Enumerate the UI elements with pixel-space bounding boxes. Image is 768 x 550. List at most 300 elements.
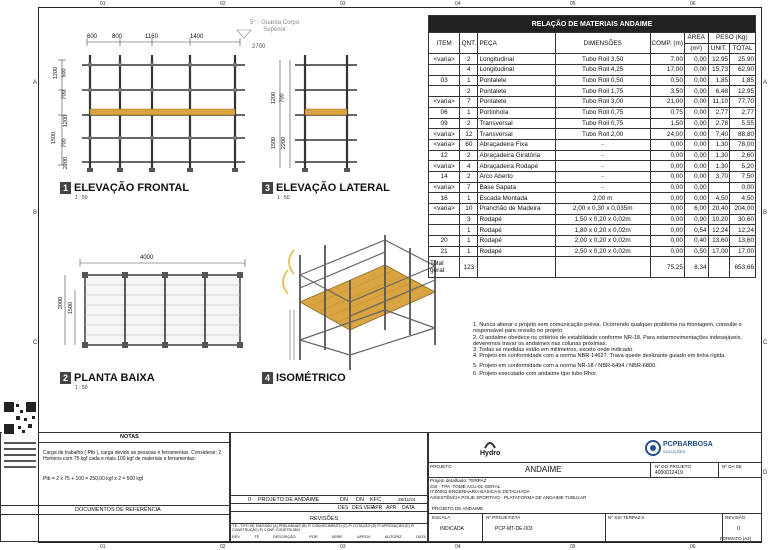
rev-header: DES bbox=[338, 505, 349, 511]
dims-cell: Tubo Roll 0,50 bbox=[555, 75, 650, 86]
guard-rail-label bbox=[250, 20, 299, 34]
sheet-format: FORMATO (A3) bbox=[720, 536, 752, 541]
total-weight-cell: 78,00 bbox=[730, 139, 756, 150]
length-cell: 0,00 bbox=[650, 161, 684, 172]
lateral-elevation-drawing bbox=[255, 50, 415, 175]
dims-cell: 1,80 x 0,20 x 0,02m bbox=[555, 225, 650, 236]
divider bbox=[230, 495, 428, 496]
col-header-qty: QNT. bbox=[460, 33, 478, 54]
piece-cell: Abraçadeira Giratória bbox=[478, 150, 555, 161]
note-item: 1. Nunca alterar o projeto sem comunicação prévia. Ocorrendo qualquer problema na montagem, consulte o responsável para revisão no projeto bbox=[473, 322, 742, 335]
materials-row bbox=[429, 225, 756, 236]
col-header-length: COMP. (m) bbox=[650, 33, 684, 54]
total-weight-cell: 77,70 bbox=[730, 97, 756, 108]
divider bbox=[428, 462, 762, 463]
col-header-weight: PESO (Kg) bbox=[708, 33, 755, 44]
dims-cell: 1,50 x 0,20 x 0,02m bbox=[555, 214, 650, 225]
rev-col: APROV. bbox=[357, 535, 372, 539]
col-header-piece: PEÇA bbox=[478, 33, 555, 54]
materials-table-body bbox=[429, 54, 756, 257]
length-cell: 21,00 bbox=[650, 97, 684, 108]
dimension-label: 700 bbox=[279, 93, 286, 103]
total-weight-cell: 2,77 bbox=[730, 107, 756, 118]
grid-row-label: C bbox=[763, 340, 768, 346]
divider bbox=[428, 513, 762, 514]
qty-cell: 2 bbox=[460, 150, 478, 161]
dimension-label: 600 bbox=[87, 34, 98, 40]
item-cell: <varia> bbox=[429, 182, 460, 193]
item-cell: 21 bbox=[429, 246, 460, 257]
total-weight-cell: 12,95 bbox=[730, 86, 756, 97]
view-number: 3 bbox=[262, 182, 273, 194]
unit-weight-cell: 3,70 bbox=[708, 171, 730, 182]
company-logo bbox=[645, 440, 713, 456]
piece-cell: Pontalete bbox=[478, 97, 555, 108]
item-cell: 20 bbox=[429, 236, 460, 247]
scale-label: ESCALA bbox=[432, 515, 451, 520]
dims-cell: 2,00 x 0,20 x 0,02m bbox=[555, 236, 650, 247]
col-header-total: TOTAL bbox=[730, 43, 756, 54]
drawing-number-label: Nº PROJETISTA bbox=[486, 515, 521, 520]
detail-line: SSI - TPA -TOMÉ ACU-01-GERAL bbox=[430, 483, 501, 489]
unit-weight-cell: 15,73 bbox=[708, 65, 730, 76]
view-scale: 1 : 50 bbox=[75, 385, 88, 391]
rev-footer-row bbox=[232, 535, 426, 539]
view-number: 4 bbox=[262, 372, 273, 384]
project-title: ANDAIME bbox=[525, 465, 562, 474]
col-header-item: ITEM bbox=[429, 33, 460, 54]
unit-weight-cell: 1,30 bbox=[708, 139, 730, 150]
materials-row bbox=[429, 150, 756, 161]
materials-row bbox=[429, 214, 756, 225]
materials-row bbox=[429, 86, 756, 97]
piece-cell: Rodapé bbox=[478, 225, 555, 236]
unit-weight-cell: 13,60 bbox=[708, 236, 730, 247]
item-cell: <varia> bbox=[429, 139, 460, 150]
col-header-area: ÁREA bbox=[684, 33, 708, 44]
unit-weight-cell: 10,20 bbox=[708, 214, 730, 225]
total-weight-cell: 7,50 bbox=[730, 171, 756, 182]
company-name: PCPBARBOSA bbox=[663, 441, 713, 448]
qty-cell: 7 bbox=[460, 97, 478, 108]
guard-rail-line1: 5° - Guarda Corpo bbox=[250, 20, 300, 26]
materials-row bbox=[429, 161, 756, 172]
qty-cell: 1 bbox=[460, 225, 478, 236]
grid-col-label: 04 bbox=[455, 1, 461, 7]
view-label-plan bbox=[60, 372, 155, 384]
dimension-label: 1500 bbox=[51, 131, 58, 145]
grid-col-label: 02 bbox=[220, 1, 226, 7]
qty-cell: 4 bbox=[460, 161, 478, 172]
total-weight-cell: 25,90 bbox=[730, 54, 756, 65]
project-details bbox=[430, 478, 586, 500]
total-weight-cell: 62,90 bbox=[730, 65, 756, 76]
length-cell: 0,00 bbox=[650, 225, 684, 236]
note-item: 6. Projeto executado com andaime tipo tubo Rhor. bbox=[473, 371, 598, 378]
grid-col-label: 01 bbox=[100, 544, 106, 550]
unit-weight-cell: 4,50 bbox=[708, 193, 730, 204]
client-logo bbox=[480, 438, 500, 457]
total-weight-cell: 12,24 bbox=[730, 225, 756, 236]
item-cell: <varia> bbox=[429, 54, 460, 65]
dims-cell: - bbox=[555, 150, 650, 161]
piece-cell: Base Sapata bbox=[478, 182, 555, 193]
grid-row-label: B bbox=[33, 210, 38, 216]
piece-cell: Pontalete bbox=[478, 86, 555, 97]
dimension-label: 2000 bbox=[58, 296, 65, 310]
total-weight-cell: 0,00 bbox=[730, 182, 756, 193]
dims-cell: Tubo Roll 4,25 bbox=[555, 65, 650, 76]
item-cell bbox=[429, 86, 460, 97]
view-scale: 1 : 50 bbox=[277, 195, 290, 201]
area-cell: 0,00 bbox=[684, 97, 708, 108]
grid-col-label: 03 bbox=[340, 544, 346, 550]
dimension-label: 800 bbox=[112, 34, 123, 40]
materials-row bbox=[429, 171, 756, 182]
rev-header: APR bbox=[386, 505, 397, 511]
area-cell: 0,00 bbox=[684, 150, 708, 161]
se-number-label: Nº DA SE bbox=[722, 464, 742, 469]
grid-col-label: 05 bbox=[570, 1, 576, 7]
area-cell: 0,00 bbox=[684, 182, 708, 193]
drawing-number: PCP-MT-DE-003 bbox=[495, 526, 533, 532]
grid-col-label: 01 bbox=[100, 1, 106, 7]
dimension-label: 1200 bbox=[63, 114, 70, 128]
notas-title: NOTAS bbox=[120, 434, 139, 440]
dims-cell: Tubo Roll 1,75 bbox=[555, 86, 650, 97]
grid-row-label: A bbox=[763, 80, 768, 86]
unit-weight-cell: 20,40 bbox=[708, 204, 730, 215]
item-cell: <varia> bbox=[429, 161, 460, 172]
area-cell: 0,00 bbox=[684, 161, 708, 172]
item-cell bbox=[429, 214, 460, 225]
notas-text: Carga de trabalho ( Ptb ), carga devido as pessoas e ferramentas. Considerar: 2 Homens com 75 kgf cada e mais 100 kgf de materiais e ferramentas: bbox=[43, 450, 222, 462]
item-cell: 03 bbox=[429, 75, 460, 86]
dimension-label: 1400 bbox=[190, 34, 204, 40]
dimension-label: 1200 bbox=[271, 91, 278, 105]
grid-row-label: D bbox=[763, 470, 768, 476]
item-cell: 12 bbox=[429, 150, 460, 161]
view-title: ISOMÉTRICO bbox=[276, 372, 346, 384]
piece-cell: Longitudinal bbox=[478, 54, 555, 65]
unit-weight-cell: 12,95 bbox=[708, 54, 730, 65]
rev-col: TE bbox=[254, 535, 260, 539]
qty-cell: 1 bbox=[460, 246, 478, 257]
rev-description: PROJETO DE ANDAIME bbox=[258, 497, 320, 503]
hydro-logo-icon bbox=[483, 438, 497, 450]
grid-row-label: C bbox=[33, 340, 38, 346]
area-cell: 0,00 bbox=[684, 193, 708, 204]
materials-row bbox=[429, 97, 756, 108]
revisions-title: REVISÕES bbox=[310, 516, 339, 522]
emission-legend: T.E - TIPO DE EMISSÃO (A) PRELIMINAR (B) P/ CONHECIMENTO (C) P/ COTAÇÃO (D) P/ APROVAÇÃO (E) P/ CONSTRUÇÃO (F) CONF. CONSTRUÍDO bbox=[232, 524, 415, 533]
dims-cell: - bbox=[555, 161, 650, 172]
materials-row bbox=[429, 75, 756, 86]
item-cell: <varia> bbox=[429, 204, 460, 215]
unit-weight-cell: 2,77 bbox=[708, 107, 730, 118]
materials-row bbox=[429, 107, 756, 118]
total-label2: geral bbox=[430, 267, 445, 275]
materials-row bbox=[429, 182, 756, 193]
grid-col-label: 03 bbox=[340, 1, 346, 7]
materials-table-title: RELAÇÃO DE MATERIAIS ANDAIME bbox=[429, 16, 756, 33]
length-cell: 0,50 bbox=[650, 75, 684, 86]
project-number-label: Nº DO PROJETO bbox=[655, 464, 692, 469]
item-cell bbox=[429, 225, 460, 236]
total-area: 8,34 bbox=[684, 257, 708, 278]
dimension-label: 700 bbox=[61, 138, 68, 148]
materials-row bbox=[429, 246, 756, 257]
qty-cell: 1 bbox=[460, 236, 478, 247]
divider bbox=[38, 442, 230, 443]
rev-header: DES.VER bbox=[352, 505, 374, 511]
unit-weight-cell: 7,40 bbox=[708, 129, 730, 140]
dims-cell: - bbox=[555, 171, 650, 182]
project-number: 4000012419 bbox=[655, 470, 683, 476]
total-weight-cell: 4,50 bbox=[730, 193, 756, 204]
total-height-label: 2700 bbox=[252, 44, 266, 50]
dimension-label: 500 bbox=[61, 68, 68, 78]
area-cell: 0,00 bbox=[684, 65, 708, 76]
dims-cell: Tubo Roll 0,75 bbox=[555, 118, 650, 129]
materials-row bbox=[429, 118, 756, 129]
area-cell: 0,40 bbox=[684, 236, 708, 247]
detail-line: IYZ0001-ENGENHARIA BÁSICA E DETALHADA bbox=[430, 489, 530, 495]
total-cell bbox=[429, 257, 460, 278]
piece-cell: Pontalete bbox=[478, 75, 555, 86]
piece-cell: Pranchão de Madeira bbox=[478, 204, 555, 215]
rev-col: REV. bbox=[232, 535, 241, 539]
piece-cell: Arco Aberto bbox=[478, 171, 555, 182]
piece-cell: Rodapé bbox=[478, 246, 555, 257]
dimension-label: 2200 bbox=[281, 136, 288, 150]
materials-row bbox=[429, 129, 756, 140]
grid-col-label: 06 bbox=[690, 544, 696, 550]
detail-line: ASSISTÊNCIA POLIE SPORTIVO - PLATAFORMA DE ANDAIME TUBULAR bbox=[430, 494, 587, 500]
area-cell: 0,00 bbox=[684, 75, 708, 86]
item-cell: 14 bbox=[429, 171, 460, 182]
rev-col: DESCRIÇÃO bbox=[273, 535, 296, 539]
length-cell: 0,00 bbox=[650, 236, 684, 247]
grid-col-label: 05 bbox=[570, 544, 576, 550]
piece-cell: Rodapé bbox=[478, 236, 555, 247]
materials-table bbox=[428, 15, 756, 278]
qty-cell: 2 bbox=[460, 171, 478, 182]
rev-col: AUTORIZ. bbox=[384, 535, 403, 539]
grid-row-label: A bbox=[33, 80, 38, 86]
area-cell: 0,00 bbox=[684, 107, 708, 118]
piece-cell: Abraçadeira Rodapé bbox=[478, 161, 555, 172]
unit-weight-cell: 2,78 bbox=[708, 118, 730, 129]
item-cell: 06 bbox=[429, 107, 460, 118]
area-cell: 0,50 bbox=[684, 246, 708, 257]
grid-col-label: 04 bbox=[455, 544, 461, 550]
dimension-label: 1200 bbox=[53, 66, 60, 80]
materials-row bbox=[429, 193, 756, 204]
dims-cell: 2,50 x 0,20 x 0,02m bbox=[555, 246, 650, 257]
unit-weight-cell: 17,00 bbox=[708, 246, 730, 257]
reference-title: DOCUMENTOS DE REFERÊNCIA bbox=[75, 507, 161, 513]
dims-cell: Tubo Roll 3,00 bbox=[555, 97, 650, 108]
piece-cell: Transversal bbox=[478, 118, 555, 129]
piece-cell: Transversal bbox=[478, 129, 555, 140]
area-cell: 0,00 bbox=[684, 54, 708, 65]
area-cell: 0,00 bbox=[684, 118, 708, 129]
divider bbox=[230, 511, 428, 512]
grid-row-label: B bbox=[763, 210, 768, 216]
area-cell: 0,00 bbox=[684, 139, 708, 150]
rev-col: VERIF. bbox=[331, 535, 344, 539]
qty-cell: 3 bbox=[460, 214, 478, 225]
dimension-label: 4000 bbox=[140, 255, 154, 261]
divider bbox=[0, 514, 230, 515]
qty-cell: 7 bbox=[460, 182, 478, 193]
qty-cell: 2 bbox=[460, 54, 478, 65]
qty-cell: 1 bbox=[460, 107, 478, 118]
length-cell: 17,00 bbox=[650, 65, 684, 76]
view-label-frontal bbox=[60, 182, 189, 194]
divider bbox=[0, 505, 230, 506]
rev-col: DATA bbox=[416, 535, 426, 539]
grid-col-label: 02 bbox=[220, 544, 226, 550]
length-cell: 0,00 bbox=[650, 246, 684, 257]
unit-weight-cell: 12,24 bbox=[708, 225, 730, 236]
rev-approved: KFC bbox=[370, 497, 381, 503]
dimension-label: 700 bbox=[61, 90, 68, 100]
notas-formula: Ptb = 2 x 75 + 100 = 250,00 kgf x 2 = 500 kgf bbox=[43, 476, 144, 482]
length-cell: 0,00 bbox=[650, 204, 684, 215]
rev-number: 0 bbox=[248, 497, 252, 503]
scale-value: INDICADA bbox=[440, 526, 464, 532]
col-header-dims: DIMENSÕES bbox=[555, 33, 650, 54]
divider bbox=[605, 513, 606, 542]
qty-cell: 2 bbox=[460, 86, 478, 97]
total-weight-cell: 1,85 bbox=[730, 75, 756, 86]
divider bbox=[650, 462, 651, 477]
total-weight-cell: 13,60 bbox=[730, 236, 756, 247]
view-scale: 1 : 50 bbox=[75, 195, 88, 201]
length-cell: 0,00 bbox=[650, 171, 684, 182]
company-logo-icon bbox=[645, 440, 661, 456]
item-cell bbox=[429, 65, 460, 76]
item-cell: <varia> bbox=[429, 129, 460, 140]
unit-weight-cell: 6,48 bbox=[708, 86, 730, 97]
unit-weight-cell bbox=[708, 182, 730, 193]
total-weight-cell: 17,00 bbox=[730, 246, 756, 257]
total-length: 75,25 bbox=[650, 257, 684, 278]
length-cell: 24,00 bbox=[650, 129, 684, 140]
view-number: 2 bbox=[60, 372, 71, 384]
length-cell: 1,50 bbox=[650, 118, 684, 129]
unit-weight-cell: 1,30 bbox=[708, 150, 730, 161]
area-cell: 0,00 bbox=[684, 86, 708, 97]
view-title: ELEVAÇÃO FRONTAL bbox=[74, 182, 190, 194]
qr-code bbox=[2, 398, 38, 482]
total-weight: 653,66 bbox=[730, 257, 756, 278]
dims-cell: Tubo Roll 2,00 bbox=[555, 129, 650, 140]
rev-checked: DN bbox=[356, 497, 364, 503]
dims-cell: - bbox=[555, 182, 650, 193]
total-label: Total bbox=[430, 260, 444, 268]
length-cell: 0,00 bbox=[650, 150, 684, 161]
qty-cell: 60 bbox=[460, 139, 478, 150]
total-weight-cell: 5,55 bbox=[730, 118, 756, 129]
revision-value: 0 bbox=[737, 526, 740, 532]
piece-cell: Rodapé bbox=[478, 214, 555, 225]
total-qty: 123 bbox=[460, 257, 478, 278]
length-cell: 0,00 bbox=[650, 193, 684, 204]
divider bbox=[230, 503, 428, 504]
rev-col: POR bbox=[309, 535, 318, 539]
qty-cell: 10 bbox=[460, 204, 478, 215]
dims-cell: 2,00 x 0,30 x 0,035m bbox=[555, 204, 650, 215]
area-cell: 0,54 bbox=[684, 225, 708, 236]
length-cell: 7,00 bbox=[650, 54, 684, 65]
total-weight-cell: 30,60 bbox=[730, 214, 756, 225]
company-subtitle: SOLUÇÕES bbox=[663, 449, 686, 454]
grid-col-label: 06 bbox=[690, 1, 696, 7]
col-header-area-unit: (m²) bbox=[684, 43, 708, 54]
materials-row bbox=[429, 65, 756, 76]
dims-cell: - bbox=[555, 139, 650, 150]
dims-cell: Tubo Roll 0,75 bbox=[555, 107, 650, 118]
rev-header: DATA bbox=[402, 505, 415, 511]
qty-cell: 1 bbox=[460, 75, 478, 86]
view-label-isometric bbox=[262, 372, 346, 384]
view-number: 1 bbox=[60, 182, 71, 194]
unit-weight-cell: 11,10 bbox=[708, 97, 730, 108]
divider bbox=[482, 513, 483, 542]
divider bbox=[718, 462, 719, 477]
unit-weight-cell: 1,85 bbox=[708, 75, 730, 86]
piece-cell: Longitudinal bbox=[478, 65, 555, 76]
item-cell: <varia> bbox=[429, 97, 460, 108]
qty-cell: 1 bbox=[460, 193, 478, 204]
view-title: ELEVAÇÃO LATERAL bbox=[276, 182, 390, 194]
dimension-label: 1160 bbox=[145, 34, 158, 40]
total-weight-cell: 5,20 bbox=[730, 161, 756, 172]
total-weight-cell: 88,80 bbox=[730, 129, 756, 140]
length-cell: 0,00 bbox=[650, 214, 684, 225]
qty-cell: 12 bbox=[460, 129, 478, 140]
dims-cell: Tubo Roll 3,50 bbox=[555, 54, 650, 65]
dimension-label: 1500 bbox=[271, 136, 278, 150]
note-item: 5. Projeto em conformidade com a norma NR-18 / NBR-6494 / NBR-6800. bbox=[473, 362, 657, 369]
revision-label: REVISÃO bbox=[725, 515, 746, 520]
item-cell: 09 bbox=[429, 118, 460, 129]
rev-header: APR bbox=[372, 505, 383, 511]
detail-line: Projeto detalhado: TERPAZ bbox=[430, 478, 487, 483]
client-name: Hydro bbox=[480, 450, 501, 457]
length-cell: 0,00 bbox=[650, 182, 684, 193]
notes-list bbox=[473, 322, 743, 377]
length-cell: 0,00 bbox=[650, 139, 684, 150]
materials-row bbox=[429, 139, 756, 150]
ssi-label: Nº SSI TERPAZ II bbox=[608, 515, 645, 520]
length-cell: 3,50 bbox=[650, 86, 684, 97]
view-label-lateral bbox=[262, 182, 390, 194]
rev-by: DN bbox=[340, 497, 348, 503]
materials-row bbox=[429, 54, 756, 65]
qty-cell: 4 bbox=[460, 65, 478, 76]
isometric-drawing bbox=[270, 230, 450, 375]
drawing-subject: PROJETO DE ANDAIME bbox=[432, 506, 484, 511]
view-title: PLANTA BAIXA bbox=[74, 372, 155, 384]
materials-row bbox=[429, 204, 756, 215]
unit-weight-cell: 1,30 bbox=[708, 161, 730, 172]
materials-row bbox=[429, 236, 756, 247]
area-cell: 6,00 bbox=[684, 204, 708, 215]
